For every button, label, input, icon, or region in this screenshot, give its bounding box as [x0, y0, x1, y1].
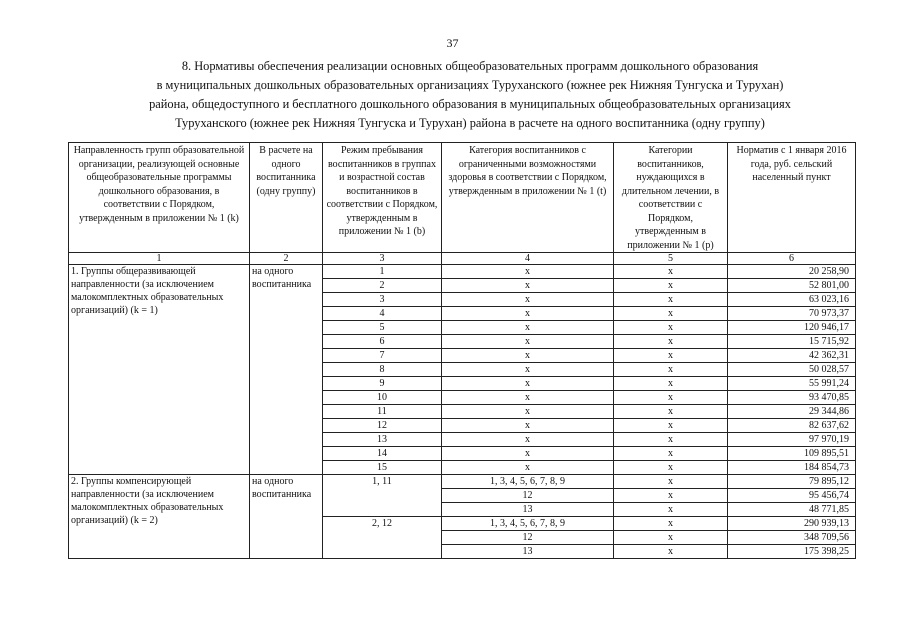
treatment-category-cell: x: [614, 321, 728, 335]
header-per-pupil: В расчете на одного воспитанника (одну группу): [250, 143, 323, 253]
health-category-cell: x: [442, 405, 614, 419]
health-category-cell: x: [442, 349, 614, 363]
standard-value-cell: 109 895,51: [728, 447, 856, 461]
health-category-cell: x: [442, 419, 614, 433]
regime-cell: 13: [323, 433, 442, 447]
standard-value-cell: 42 362,31: [728, 349, 856, 363]
column-number: 2: [250, 253, 323, 265]
health-category-cell: x: [442, 279, 614, 293]
regime-cell: 14: [323, 447, 442, 461]
health-category-cell: x: [442, 321, 614, 335]
health-category-cell: x: [442, 293, 614, 307]
health-category-cell: 12: [442, 489, 614, 503]
regime-cell: 6: [323, 335, 442, 349]
title-line: Туруханского (южнее рек Нижняя Тунгуска и Турухан) района в расчете на одного воспитанника (одну группу): [175, 116, 765, 130]
regime-cell: 15: [323, 461, 442, 475]
standard-value-cell: 82 637,62: [728, 419, 856, 433]
regime-cell: 2, 12: [323, 517, 442, 559]
regime-cell: 1, 11: [323, 475, 442, 517]
standard-value-cell: 15 715,92: [728, 335, 856, 349]
regime-cell: 3: [323, 293, 442, 307]
health-category-cell: 12: [442, 531, 614, 545]
title-line: 8. Нормативы обеспечения реализации основных общеобразовательных программ дошкольного образования: [181, 59, 759, 73]
treatment-category-cell: x: [614, 433, 728, 447]
title-line: в муниципальных дошкольных образовательных организациях Туруханского (южнее рек Нижняя Тунгуска и Турухан): [156, 78, 784, 92]
standard-value-cell: 70 973,37: [728, 307, 856, 321]
standard-value-cell: 97 970,19: [728, 433, 856, 447]
treatment-category-cell: x: [614, 489, 728, 503]
health-category-cell: 1, 3, 4, 5, 6, 7, 8, 9: [442, 475, 614, 489]
standard-value-cell: 48 771,85: [728, 503, 856, 517]
health-category-cell: x: [442, 433, 614, 447]
treatment-category-cell: x: [614, 279, 728, 293]
treatment-category-cell: x: [614, 363, 728, 377]
treatment-category-cell: x: [614, 475, 728, 489]
regime-cell: 11: [323, 405, 442, 419]
table-row: [69, 265, 856, 279]
standard-value-cell: 348 709,56: [728, 531, 856, 545]
health-category-cell: x: [442, 391, 614, 405]
health-category-cell: x: [442, 307, 614, 321]
treatment-category-cell: x: [614, 503, 728, 517]
column-number: 3: [323, 253, 442, 265]
treatment-category-cell: x: [614, 349, 728, 363]
treatment-category-cell: x: [614, 265, 728, 279]
group-direction: 2. Группы компенсирующей направленности (за исключением малокомплектных образовательных организаций) (k = 2): [69, 475, 250, 559]
treatment-category-cell: x: [614, 307, 728, 321]
treatment-category-cell: x: [614, 531, 728, 545]
column-number: 6: [728, 253, 856, 265]
treatment-category-cell: x: [614, 405, 728, 419]
health-category-cell: 13: [442, 545, 614, 559]
table-row: [69, 475, 856, 489]
header-standard-value: Норматив с 1 января 2016 года, руб. сельский населенный пункт: [728, 143, 856, 253]
standard-value-cell: 20 258,90: [728, 265, 856, 279]
regime-cell: 10: [323, 391, 442, 405]
regime-cell: 4: [323, 307, 442, 321]
header-treatment-category: Категории воспитанников, нуждающихся в длительном лечении, в соответствии с Порядком, утвержденным в приложении № 1 (p): [614, 143, 728, 253]
standard-value-cell: 95 456,74: [728, 489, 856, 503]
standards-table: [68, 142, 856, 559]
standard-value-cell: 55 991,24: [728, 377, 856, 391]
health-category-cell: 1, 3, 4, 5, 6, 7, 8, 9: [442, 517, 614, 531]
treatment-category-cell: x: [614, 461, 728, 475]
group-direction: 1. Группы общеразвивающей направленности (за исключением малокомплектных образовательных организаций) (k = 1): [69, 265, 250, 475]
standard-value-cell: 50 028,57: [728, 363, 856, 377]
standard-value-cell: 63 023,16: [728, 293, 856, 307]
treatment-category-cell: x: [614, 517, 728, 531]
treatment-category-cell: x: [614, 419, 728, 433]
regime-cell: 5: [323, 321, 442, 335]
health-category-cell: 13: [442, 503, 614, 517]
standard-value-cell: 29 344,86: [728, 405, 856, 419]
health-category-cell: x: [442, 447, 614, 461]
page-number: 37: [446, 36, 459, 50]
treatment-category-cell: x: [614, 335, 728, 349]
treatment-category-cell: x: [614, 391, 728, 405]
standard-value-cell: 184 854,73: [728, 461, 856, 475]
standard-value-cell: 52 801,00: [728, 279, 856, 293]
treatment-category-cell: x: [614, 447, 728, 461]
regime-cell: 9: [323, 377, 442, 391]
health-category-cell: x: [442, 335, 614, 349]
health-category-cell: x: [442, 265, 614, 279]
regime-cell: 12: [323, 419, 442, 433]
standard-value-cell: 175 398,25: [728, 545, 856, 559]
regime-cell: 1: [323, 265, 442, 279]
column-numbers-row: [69, 253, 856, 265]
health-category-cell: x: [442, 461, 614, 475]
header-health-category: Категория воспитанников с ограниченными возможностями здоровья в соответствии с Порядком, утвержденным в приложении № 1 (t): [442, 143, 614, 253]
per-pupil-cell: на одного воспитанника: [250, 475, 323, 559]
column-number: 5: [614, 253, 728, 265]
per-pupil-cell: на одного воспитанника: [250, 265, 323, 475]
treatment-category-cell: x: [614, 293, 728, 307]
health-category-cell: x: [442, 363, 614, 377]
column-number: 1: [69, 253, 250, 265]
document-title: [40, 57, 900, 133]
regime-cell: 2: [323, 279, 442, 293]
table-header-row: [69, 143, 856, 253]
header-regime: Режим пребывания воспитанников в группах и возрастной состав воспитанников в соответствии с Порядком, утвержденным в приложении № 1 (b): [323, 143, 442, 253]
standard-value-cell: 290 939,13: [728, 517, 856, 531]
title-line: района, общедоступного и бесплатного дошкольного образования в муниципальных общеобразовательных организациях: [149, 97, 791, 111]
standard-value-cell: 79 895,12: [728, 475, 856, 489]
column-number: 4: [442, 253, 614, 265]
treatment-category-cell: x: [614, 545, 728, 559]
standard-value-cell: 93 470,85: [728, 391, 856, 405]
header-direction: Направленность групп образовательной организации, реализующей основные общеобразовательные программы дошкольного образования, в соответствии с Порядком, утвержденным в приложении № 1 (k): [69, 143, 250, 253]
treatment-category-cell: x: [614, 377, 728, 391]
regime-cell: 8: [323, 363, 442, 377]
standard-value-cell: 120 946,17: [728, 321, 856, 335]
regime-cell: 7: [323, 349, 442, 363]
health-category-cell: x: [442, 377, 614, 391]
